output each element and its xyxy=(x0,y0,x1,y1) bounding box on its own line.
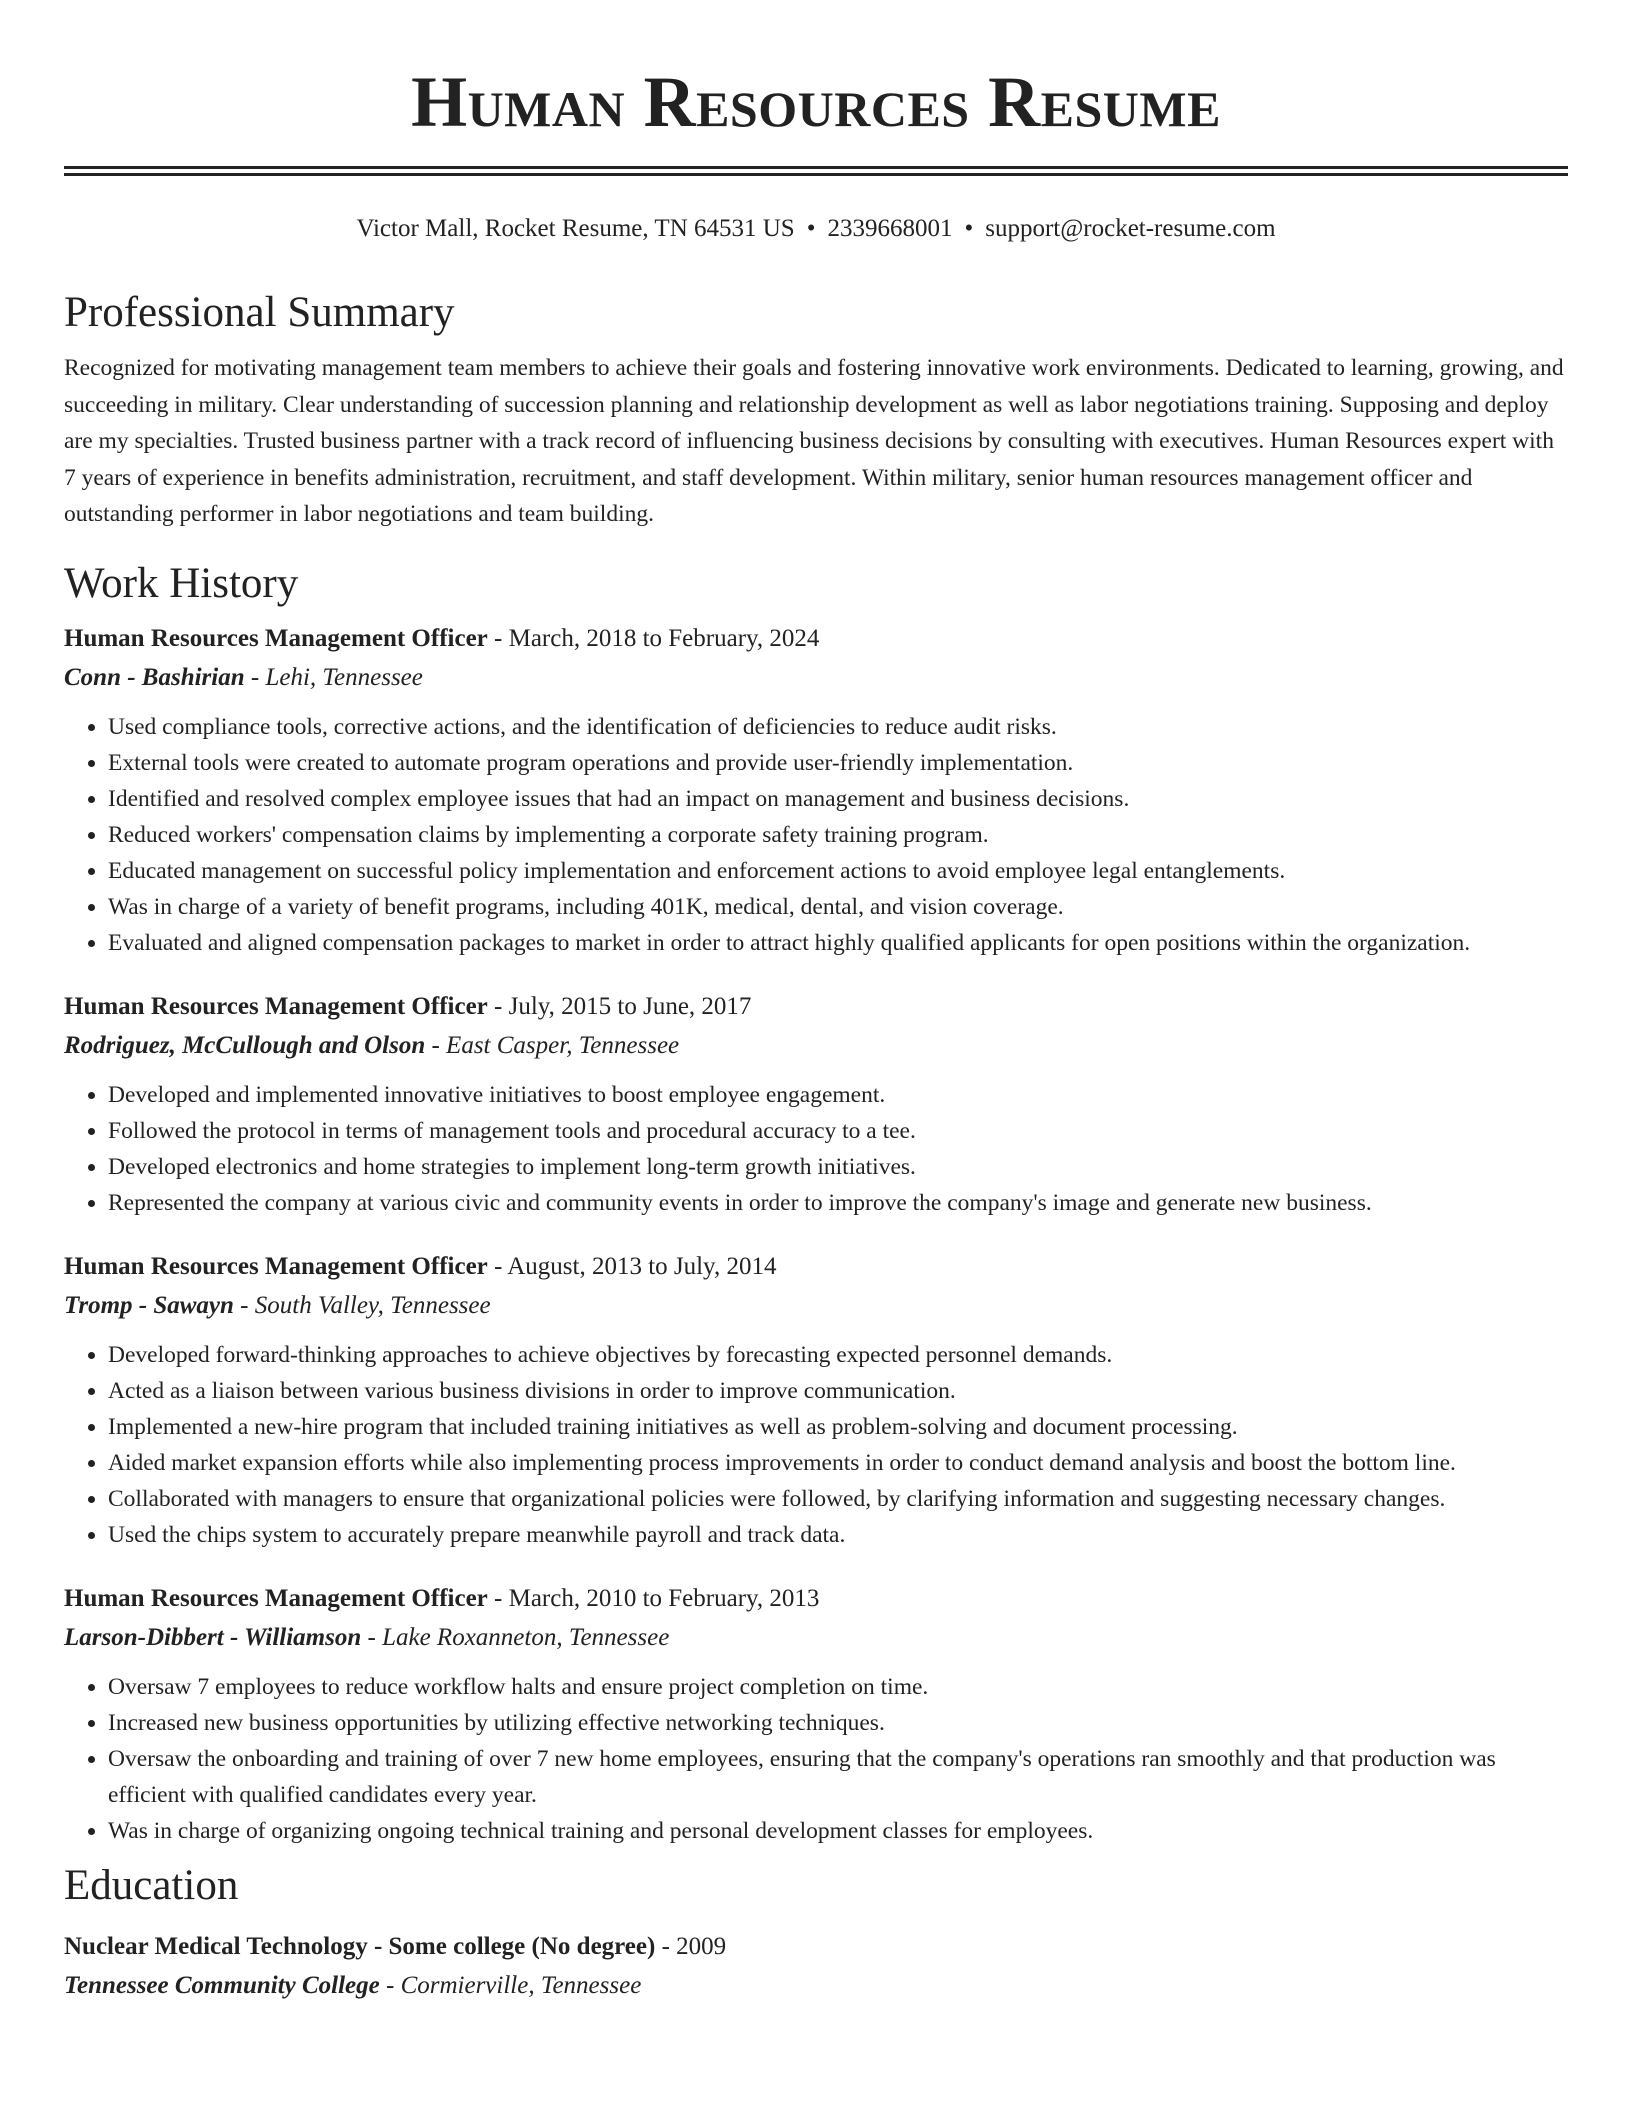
job-bullet: • Reduced workers' compensation claims by implementing a corporate safety training program. xyxy=(108,817,1568,853)
job-company: Larson-Dibbert - Williamson xyxy=(64,1623,362,1651)
work-history-heading: Work History xyxy=(64,559,299,607)
job-header xyxy=(64,987,1568,1026)
job-employer xyxy=(64,1026,1568,1065)
job-company: Rodriguez, McCullough and Olson xyxy=(64,1031,426,1059)
job-location: - East Casper, Tennessee xyxy=(425,1031,680,1059)
job-employer xyxy=(64,1286,1568,1325)
job-dates: - August, 2013 to July, 2014 xyxy=(487,1252,777,1280)
contact-address: Victor Mall, Rocket Resume, TN 64531 US xyxy=(356,215,795,242)
summary-text: Recognized for motivating management team members to achieve their goals and fostering innovative work environments. Dedicated to learning, growing, and succeeding in military. Clear understanding of succession planning and relationship development as well as labor negotiations training. Supposing and deploy are my specialties. Trusted business partner with a track record of influencing business decisions by consulting with executives. Human Resources expert with 7 years of experience in benefits administration, recruitment, and staff development. Within military, senior human resources management officer and outstanding performer in labor negotiations and team building. xyxy=(64,355,1564,527)
job-list xyxy=(64,619,1568,1849)
job-bullets xyxy=(64,1669,1568,1849)
job-bullet: • Acted as a liaison between various business divisions in order to improve communication. xyxy=(108,1373,1568,1409)
contact-phone: 2339668001 xyxy=(827,215,953,242)
job-bullet: • Represented the company at various civic and community events in order to improve the company's image and generate new business. xyxy=(108,1185,1568,1221)
job-header xyxy=(64,1247,1568,1286)
job-bullet: • External tools were created to automate program operations and provide user-friendly implementation. xyxy=(108,745,1568,781)
job-bullets xyxy=(64,709,1568,961)
education-entry xyxy=(64,1927,1568,1966)
job-bullet: • Was in charge of organizing ongoing technical training and personal development classes for employees. xyxy=(108,1813,1568,1849)
education-location: - Cormierville, Tennessee xyxy=(379,1971,642,1999)
job-bullets xyxy=(64,1337,1568,1553)
job-location: - Lehi, Tennessee xyxy=(244,663,423,691)
job-bullet: • Developed forward-thinking approaches to achieve objectives by forecasting expected personnel demands. xyxy=(108,1337,1568,1373)
contact-line xyxy=(64,214,1568,244)
education-year: - 2009 xyxy=(655,1932,727,1960)
title-divider xyxy=(64,166,1568,176)
job-role: Human Resources Management Officer xyxy=(64,624,488,652)
job-dates: - March, 2010 to February, 2013 xyxy=(487,1584,820,1612)
job-company: Conn - Bashirian xyxy=(64,663,245,691)
job-dates: - July, 2015 to June, 2017 xyxy=(487,992,752,1020)
contact-separator: • xyxy=(806,215,816,242)
contact-email: support@rocket-resume.com xyxy=(985,215,1276,242)
job-bullet: • Implemented a new-hire program that included training initiatives as well as problem-solving and document processing. xyxy=(108,1409,1568,1445)
job-bullet: • Oversaw the onboarding and training of over 7 new home employees, ensuring that the company's operations ran smoothly and that production was efficient with qualified candidates every year. xyxy=(108,1741,1568,1813)
job-bullet: • Was in charge of a variety of benefit programs, including 401K, medical, dental, and vision coverage. xyxy=(108,889,1568,925)
job-bullet: • Collaborated with managers to ensure that organizational policies were followed, by clarifying information and suggesting necessary changes. xyxy=(108,1481,1568,1517)
summary-heading: Professional Summary xyxy=(64,289,455,336)
job-bullets xyxy=(64,1077,1568,1221)
job-bullet: • Increased new business opportunities by utilizing effective networking techniques. xyxy=(108,1705,1568,1741)
education-degree: Nuclear Medical Technology - Some college (No degree) xyxy=(64,1932,656,1960)
job-entry xyxy=(64,619,1568,961)
job-bullet: • Used compliance tools, corrective actions, and the identification of deficiencies to reduce audit risks. xyxy=(108,709,1568,745)
job-company: Tromp - Sawayn xyxy=(64,1291,234,1319)
job-location: - South Valley, Tennessee xyxy=(233,1291,491,1319)
job-bullet: • Followed the protocol in terms of management tools and procedural accuracy to a tee. xyxy=(108,1113,1568,1149)
job-role: Human Resources Management Officer xyxy=(64,992,488,1020)
job-employer xyxy=(64,658,1568,697)
job-entry xyxy=(64,1247,1568,1553)
job-location: - Lake Roxanneton, Tennessee xyxy=(361,1623,670,1651)
education-institution xyxy=(64,1966,1568,2005)
job-bullet: • Developed and implemented innovative initiatives to boost employee engagement. xyxy=(108,1077,1568,1113)
job-dates: - March, 2018 to February, 2024 xyxy=(487,624,820,652)
job-employer xyxy=(64,1618,1568,1657)
job-bullet: • Developed electronics and home strategies to implement long-term growth initiatives. xyxy=(108,1149,1568,1185)
job-header xyxy=(64,619,1568,658)
job-entry xyxy=(64,987,1568,1221)
job-role: Human Resources Management Officer xyxy=(64,1584,488,1612)
education-school: Tennessee Community College xyxy=(64,1971,380,1999)
job-bullet: • Oversaw 7 employees to reduce workflow halts and ensure project completion on time. xyxy=(108,1669,1568,1705)
education-heading: Education xyxy=(64,1861,239,1909)
job-entry xyxy=(64,1579,1568,1849)
job-role: Human Resources Management Officer xyxy=(64,1252,488,1280)
contact-separator: • xyxy=(964,215,974,242)
resume-title: Human Resources Resume xyxy=(411,62,1221,142)
job-bullet: • Identified and resolved complex employee issues that had an impact on management and business decisions. xyxy=(108,781,1568,817)
job-bullet: • Aided market expansion efforts while also implementing process improvements in order to conduct demand analysis and boost the bottom line. xyxy=(108,1445,1568,1481)
job-header xyxy=(64,1579,1568,1618)
job-bullet: • Evaluated and aligned compensation packages to market in order to attract highly qualified applicants for open positions within the organization. xyxy=(108,925,1568,961)
job-bullet: • Used the chips system to accurately prepare meanwhile payroll and track data. xyxy=(108,1517,1568,1553)
job-bullet: • Educated management on successful policy implementation and enforcement actions to avoid employee legal entanglements. xyxy=(108,853,1568,889)
